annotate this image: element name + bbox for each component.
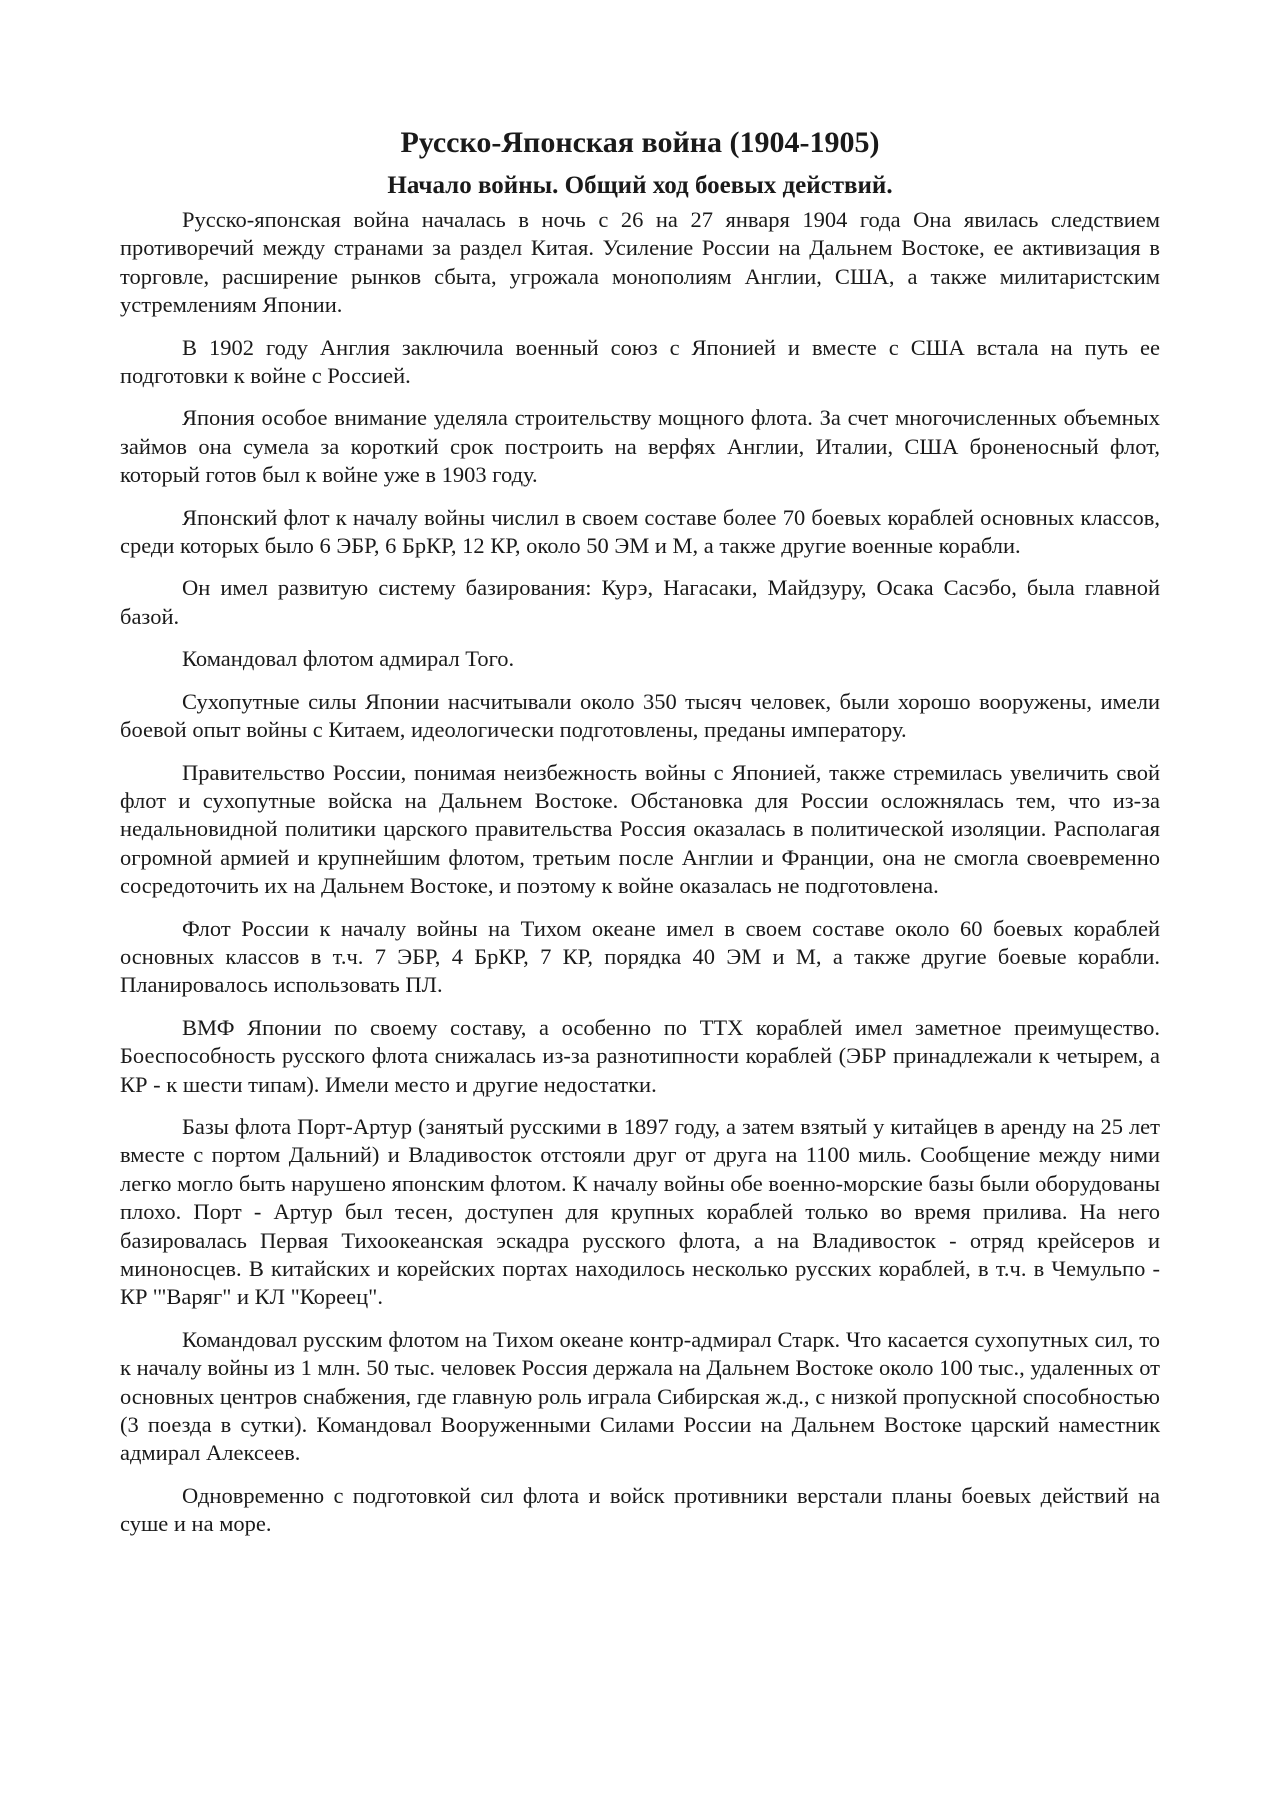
paragraph-13: Одновременно с подготовкой сил флота и войск противники верстали планы боевых действий на суше и на море. — [120, 1482, 1160, 1537]
document-body — [120, 124, 1160, 1553]
paragraph-11: Базы флота Порт-Артур (занятый русскими в 1897 году, а затем взятый у китайцев в аренду на 25 лет вместе с портом Дальний) и Владивосток отстояли друг от друга на 1100 миль. Сообщение между ними легко могло быть нарушено японским флотом. К началу войны обе военно-морские базы были оборудованы плохо. Порт - Артур был тесен, доступен для крупных кораблей только во время прилива. На него базировалась Первая Тихоокеанская эскадра русского флота, а на Владивосток - отряд крейсеров и миноносцев. В китайских и корейских портах находилось несколько русских кораблей, в т.ч. в Чемульпо - КР '"Варяг" и КЛ "Кореец". — [120, 1113, 1160, 1310]
paragraph-3: Япония особое внимание уделяла строительству мощного флота. За счет многочисленных объемных займов она сумела за короткий срок построить на верфях Англии, Италии, США броненосный флот, который готов был к войне уже в 1903 году. — [120, 405, 1160, 488]
paragraph-8: Правительство России, понимая неизбежность войны с Японией, также стремилась увеличить свой флот и сухопутные войска на Дальнем Востоке. Обстановка для России осложнялась тем, что из-за недальновидной политики царского правительства Россия оказалась в политической изоляции. Располагая огромной армией и крупнейшим флотом, третьим после Англии и Франции, она не смогла своевременно сосредоточить их на Дальнем Востоке, и поэтому к войне оказалась не подготовлена. — [120, 759, 1160, 899]
paragraph-9: Флот России к началу войны на Тихом океане имел в своем составе около 60 боевых кораблей основных классов в т.ч. 7 ЭБР, 4 БрКР, 7 КР, порядка 40 ЭМ и М, а также другие боевые корабли. Планировалось использовать ПЛ. — [120, 915, 1160, 998]
paragraph-4: Японский флот к началу войны числил в своем составе более 70 боевых кораблей основных классов, среди которых было 6 ЭБР, 6 БрКР, 12 КР, около 50 ЭМ и М, а также другие военные корабли. — [120, 504, 1160, 559]
paragraph-6: Командовал флотом адмирал Того. — [182, 646, 515, 672]
document-subtitle: Начало войны. Общий ход боевых действий. — [387, 172, 893, 199]
paragraph-1: Русско-японская война началась в ночь с 26 на 27 января 1904 года Она явилась следствием противоречий между странами за раздел Китая. Усиление России на Дальнем Востоке, ее активизация в торговле, расширение рынков сбыта, угрожала монополиям Англии, США, а также милитаристским устремлениям Японии. — [120, 207, 1160, 318]
paragraph-5: Он имел развитую систему базирования: Курэ, Нагасаки, Майдзуру, Осака Сасэбо, была главной базой. — [120, 575, 1160, 629]
paragraph-7: Сухопутные силы Японии насчитывали около 350 тысяч человек, были хорошо вооружены, имели боевой опыт войны с Китаем, идеологически подготовлены, преданы императору. — [120, 688, 1160, 743]
document-title: Русско-Японская война (1904-1905) — [400, 126, 880, 159]
paragraph-2: В 1902 году Англия заключила военный союз с Японией и вместе с США встала на путь ее подготовки к войне с Россией. — [120, 334, 1160, 389]
paragraph-12: Командовал русским флотом на Тихом океане контр-адмирал Старк. Что касается сухопутных сил, то к началу войны из 1 млн. 50 тыс. человек Россия держала на Дальнем Востоке около 100 тыс., удаленных от основных центров снабжения, где главную роль играла Сибирская ж.д., с низкой пропускной способностью (3 поезда в сутки). Командовал Вооруженными Силами России на Дальнем Востоке царский наместник адмирал Алексеев. — [120, 1326, 1160, 1466]
paragraph-10: ВМФ Японии по своему составу, а особенно по ТТХ кораблей имел заметное преимущество. Боеспособность русского флота снижалась из-за разнотипности кораблей (ЭБР принадлежали к четырем, а КР - к шести типам). Имели место и другие недостатки. — [120, 1014, 1160, 1097]
